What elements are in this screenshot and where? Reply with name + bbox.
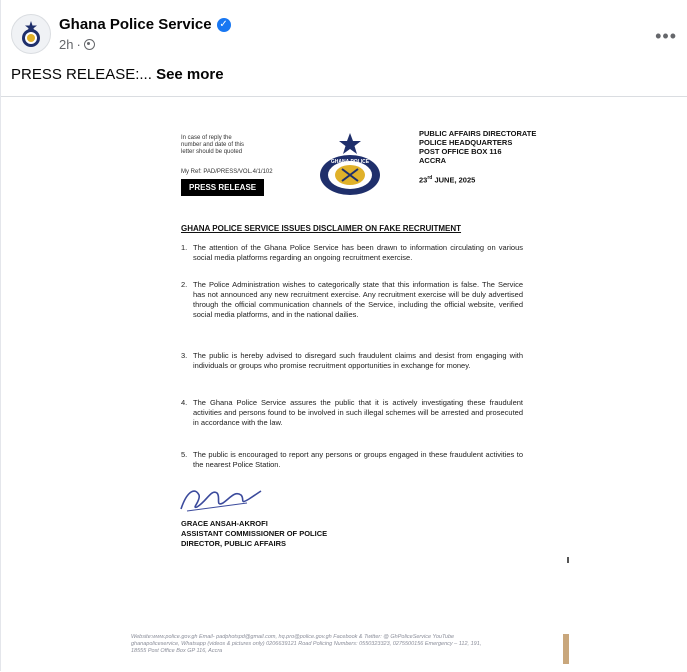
list-item bbox=[181, 280, 523, 320]
footer-line: ghanapoliceservice, Whatsapp (videos & pictures only) 0206639121 Road Policing Numbers: 0550323323, 0275500156 Emergency – 112, 191, bbox=[131, 641, 482, 647]
post-image[interactable] bbox=[1, 96, 687, 672]
ref-note-line: number and date of this bbox=[181, 142, 245, 148]
globe-icon bbox=[84, 39, 95, 50]
date-day: 23 bbox=[419, 175, 428, 185]
signatory-line: GRACE ANSAH-AKROFI bbox=[181, 519, 268, 528]
list-item bbox=[181, 450, 523, 470]
list-item bbox=[181, 351, 523, 371]
footer-line: Website:www.police.gov.gh Email- padphotspd@gmail.com, hq.pro@police.gov.gh Facebook & Twitter: @ GhPoliceService YouTube bbox=[131, 634, 455, 640]
verified-badge-icon: ✓ bbox=[217, 18, 231, 32]
list-item bbox=[181, 398, 523, 428]
page-name-text[interactable]: Ghana Police Service bbox=[59, 16, 212, 33]
item-text: The attention of the Ghana Police Service has been drawn to information circulating on various social media platforms regarding an ongoing recruitment exercise. bbox=[193, 243, 523, 262]
press-release-badge: PRESS RELEASE bbox=[181, 179, 264, 196]
ref-note-line: letter should be quoted bbox=[181, 149, 243, 155]
date-rest: JUNE, 2025 bbox=[434, 175, 476, 185]
letter-date bbox=[419, 175, 475, 185]
police-crest-icon bbox=[317, 133, 383, 197]
address-line: PUBLIC AFFAIRS DIRECTORATE bbox=[419, 129, 537, 138]
signatory-line: ASSISTANT COMMISSIONER OF POLICE bbox=[181, 529, 328, 538]
press-release-document bbox=[1, 97, 687, 672]
date-suffix: rd bbox=[427, 175, 433, 181]
document-footer bbox=[131, 634, 567, 655]
item-number: 4. bbox=[181, 398, 188, 407]
item-number: 2. bbox=[181, 280, 188, 289]
post-time[interactable]: 2h bbox=[59, 37, 74, 52]
my-reference: My Ref: PAD/PRESS/VOL.4/1/102 bbox=[181, 169, 273, 175]
item-text: The Police Administration wishes to categorically state that this information is false. The Service has not announced any new recruitment exercise. Any recruitment exercise will be duly advertised through the official communication channels of the Service, including the official website, verified social media platforms, and in the national dailies. bbox=[193, 280, 523, 319]
signatory-line: DIRECTOR, PUBLIC AFFAIRS bbox=[181, 539, 287, 548]
address-line: POST OFFICE BOX 116 bbox=[419, 147, 502, 156]
post-header bbox=[11, 12, 687, 58]
address-line: ACCRA bbox=[419, 156, 447, 165]
post-meta bbox=[59, 37, 95, 52]
document-title: GHANA POLICE SERVICE ISSUES DISCLAIMER ON FAKE RECRUITMENT bbox=[181, 224, 462, 233]
page-name[interactable] bbox=[59, 16, 231, 33]
address-line: POLICE HEADQUARTERS bbox=[419, 138, 513, 147]
signature bbox=[177, 481, 267, 517]
police-crest-icon bbox=[16, 19, 46, 49]
crest-text: GHANA POLICE bbox=[330, 159, 370, 165]
see-more-link[interactable]: See more bbox=[156, 66, 224, 83]
page-mark bbox=[567, 557, 569, 563]
item-number: 5. bbox=[181, 450, 188, 459]
ref-note-line: In case of reply the bbox=[181, 135, 232, 141]
reply-reference-note bbox=[181, 135, 251, 156]
address-block bbox=[419, 129, 536, 165]
signatory-block bbox=[181, 519, 327, 549]
item-text: The Ghana Police Service assures the public that it is actively investigating these fraudulent activities and persons found to be involved in such illegal schemes will be arrested and prosecuted in accordance with the law. bbox=[193, 398, 523, 427]
item-number: 3. bbox=[181, 351, 188, 360]
avatar[interactable] bbox=[11, 14, 51, 54]
item-number: 1. bbox=[181, 243, 188, 252]
footer-line: 18555 Post Office Box GP 116, Accra bbox=[131, 648, 223, 654]
list-item bbox=[181, 243, 523, 263]
caption-text: PRESS RELEASE:... bbox=[11, 66, 152, 83]
post-caption bbox=[11, 66, 224, 83]
meta-separator: · bbox=[76, 37, 81, 52]
footer-edge bbox=[563, 634, 569, 664]
more-options-button[interactable]: ••• bbox=[655, 26, 677, 46]
item-text: The public is encouraged to report any persons or groups engaged in these fraudulent activities to the nearest Police Station. bbox=[193, 450, 523, 469]
item-text: The public is hereby advised to disregard such fraudulent claims and desist from engaging with individuals or groups who promise recruitment opportunities in exchange for money. bbox=[193, 351, 523, 370]
